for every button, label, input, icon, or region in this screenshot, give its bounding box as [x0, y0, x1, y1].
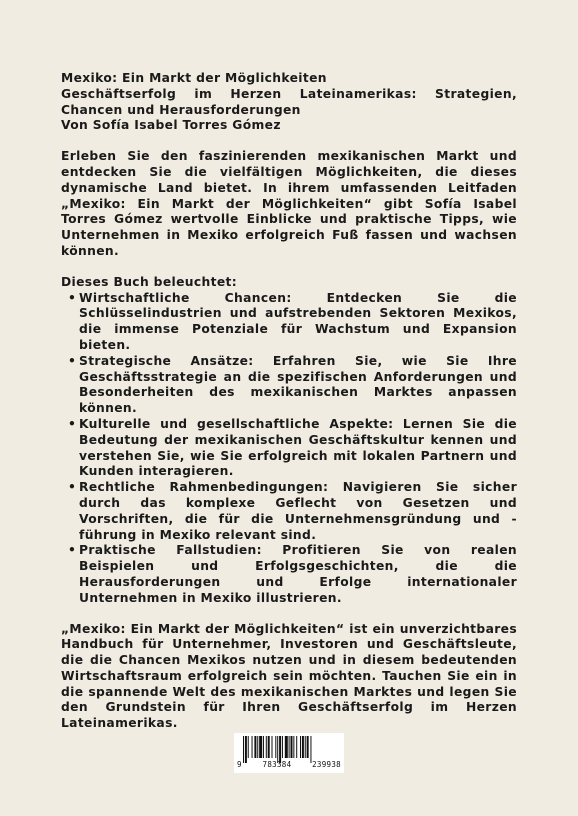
barcode-bar	[310, 736, 311, 763]
closing-paragraph: „Mexiko: Ein Markt der Möglichkeiten“ ist ein unverzichtbares Handbuch für Unternehmer, Investoren und Geschäftsleute, die die Chancen Mexikos nutzen und in diesem bedeutenden Wirtschaftsraum erfolgreich sein möchten. Tauchen Sie ein in die spannende Welt des mexikanischen Marktes und legen Sie den Grundstein für Ihren Geschäftserfolg im Herzen Lateinamerikas.	[61, 621, 517, 731]
barcode-bar	[259, 736, 262, 758]
title-block	[61, 71, 517, 134]
barcode-bar	[245, 736, 247, 763]
barcode-bar	[289, 736, 290, 758]
barcode-bars	[243, 736, 335, 763]
list-item: • Kulturelle und gesellschaftliche Aspekte: Lernen Sie die Bedeutung der mexikanischen Geschäftskultur kennen und verstehen Sie, wie Sie erfolgreich mit lokalen Partnern und Kunden interagieren.	[79, 417, 517, 480]
barcode-digits-left: 783384	[262, 760, 292, 769]
barcode-bar	[275, 736, 276, 758]
cover-text	[61, 71, 517, 732]
barcode-bar	[252, 736, 253, 758]
barcode-bar	[296, 736, 297, 758]
barcode-bar	[279, 736, 281, 763]
barcode-bar	[272, 736, 273, 758]
barcode-bar	[263, 736, 264, 758]
book-title: Mexiko: Ein Markt der Möglichkeiten	[61, 71, 327, 85]
topic-list	[61, 291, 517, 607]
barcode-bar	[305, 736, 306, 758]
barcode-digit-first: 9	[237, 760, 242, 769]
barcode-bar	[268, 736, 270, 758]
barcode-bar	[300, 736, 301, 758]
barcode-bar	[277, 736, 278, 763]
list-item: • Wirtschaftliche Chancen: Entdecken Sie die Schlüsselindustrien und aufstrebenden Sektoren Mexikos, die immense Potenziale für Wachstum und Expansion bieten.	[79, 291, 517, 354]
book-subtitle: Geschäftserfolg im Herzen Lateinamerikas: Strategien, Chancen und Herausforderungen	[61, 86, 517, 117]
barcode-bar	[291, 736, 293, 758]
intro-paragraph: Erleben Sie den faszinierenden mexikanischen Markt und entdecken Sie die vielfältigen Möglichkeiten, die dieses dynamische Land bietet. In ihrem umfassenden Leitfaden „Mexiko: Ein Markt der Möglichkeiten“ gibt Sofía Isabel Torres Gómez wertvolle Einblicke und praktische Tipps, wie Unternehmen in Mexiko erfolgreich Fuß fassen und wachsen können.	[61, 149, 517, 258]
barcode-bar	[243, 736, 244, 763]
barcode-digits	[237, 760, 341, 769]
barcode-bar	[257, 736, 258, 758]
isbn-barcode	[234, 733, 344, 773]
barcode-bar	[254, 736, 256, 758]
barcode-bar	[307, 736, 309, 758]
list-lead: Dieses Buch beleuchtet:	[61, 274, 238, 289]
barcode-bar	[302, 736, 304, 758]
list-item: • Praktische Fallstudien: Profitieren Sie von realen Beispielen und Erfolgsgeschichten, die die Herausforderungen und Erfolge internationaler Unternehmen in Mexiko illustrieren.	[79, 543, 517, 606]
barcode-bar	[285, 736, 288, 758]
barcode-bar	[293, 736, 294, 758]
list-item: • Rechtliche Rahmenbedingungen: Navigieren Sie sicher durch das komplexe Geflecht von Gesetzen und Vorschriften, die für die Unternehmensgründung und -führung in Mexiko relevant sind.	[79, 480, 517, 543]
barcode-bar	[282, 736, 283, 758]
barcode-bar	[248, 736, 249, 758]
barcode-bar	[266, 736, 267, 758]
author-line: Von Sofía Isabel Torres Gómez	[61, 118, 281, 133]
barcode-digits-right: 239938	[312, 760, 341, 769]
list-item: • Strategische Ansätze: Erfahren Sie, wie Sie Ihre Geschäftsstrategie an die spezifischen Anforderungen und Besonderheiten des mexikanischen Marktes anpassen können.	[79, 354, 517, 417]
